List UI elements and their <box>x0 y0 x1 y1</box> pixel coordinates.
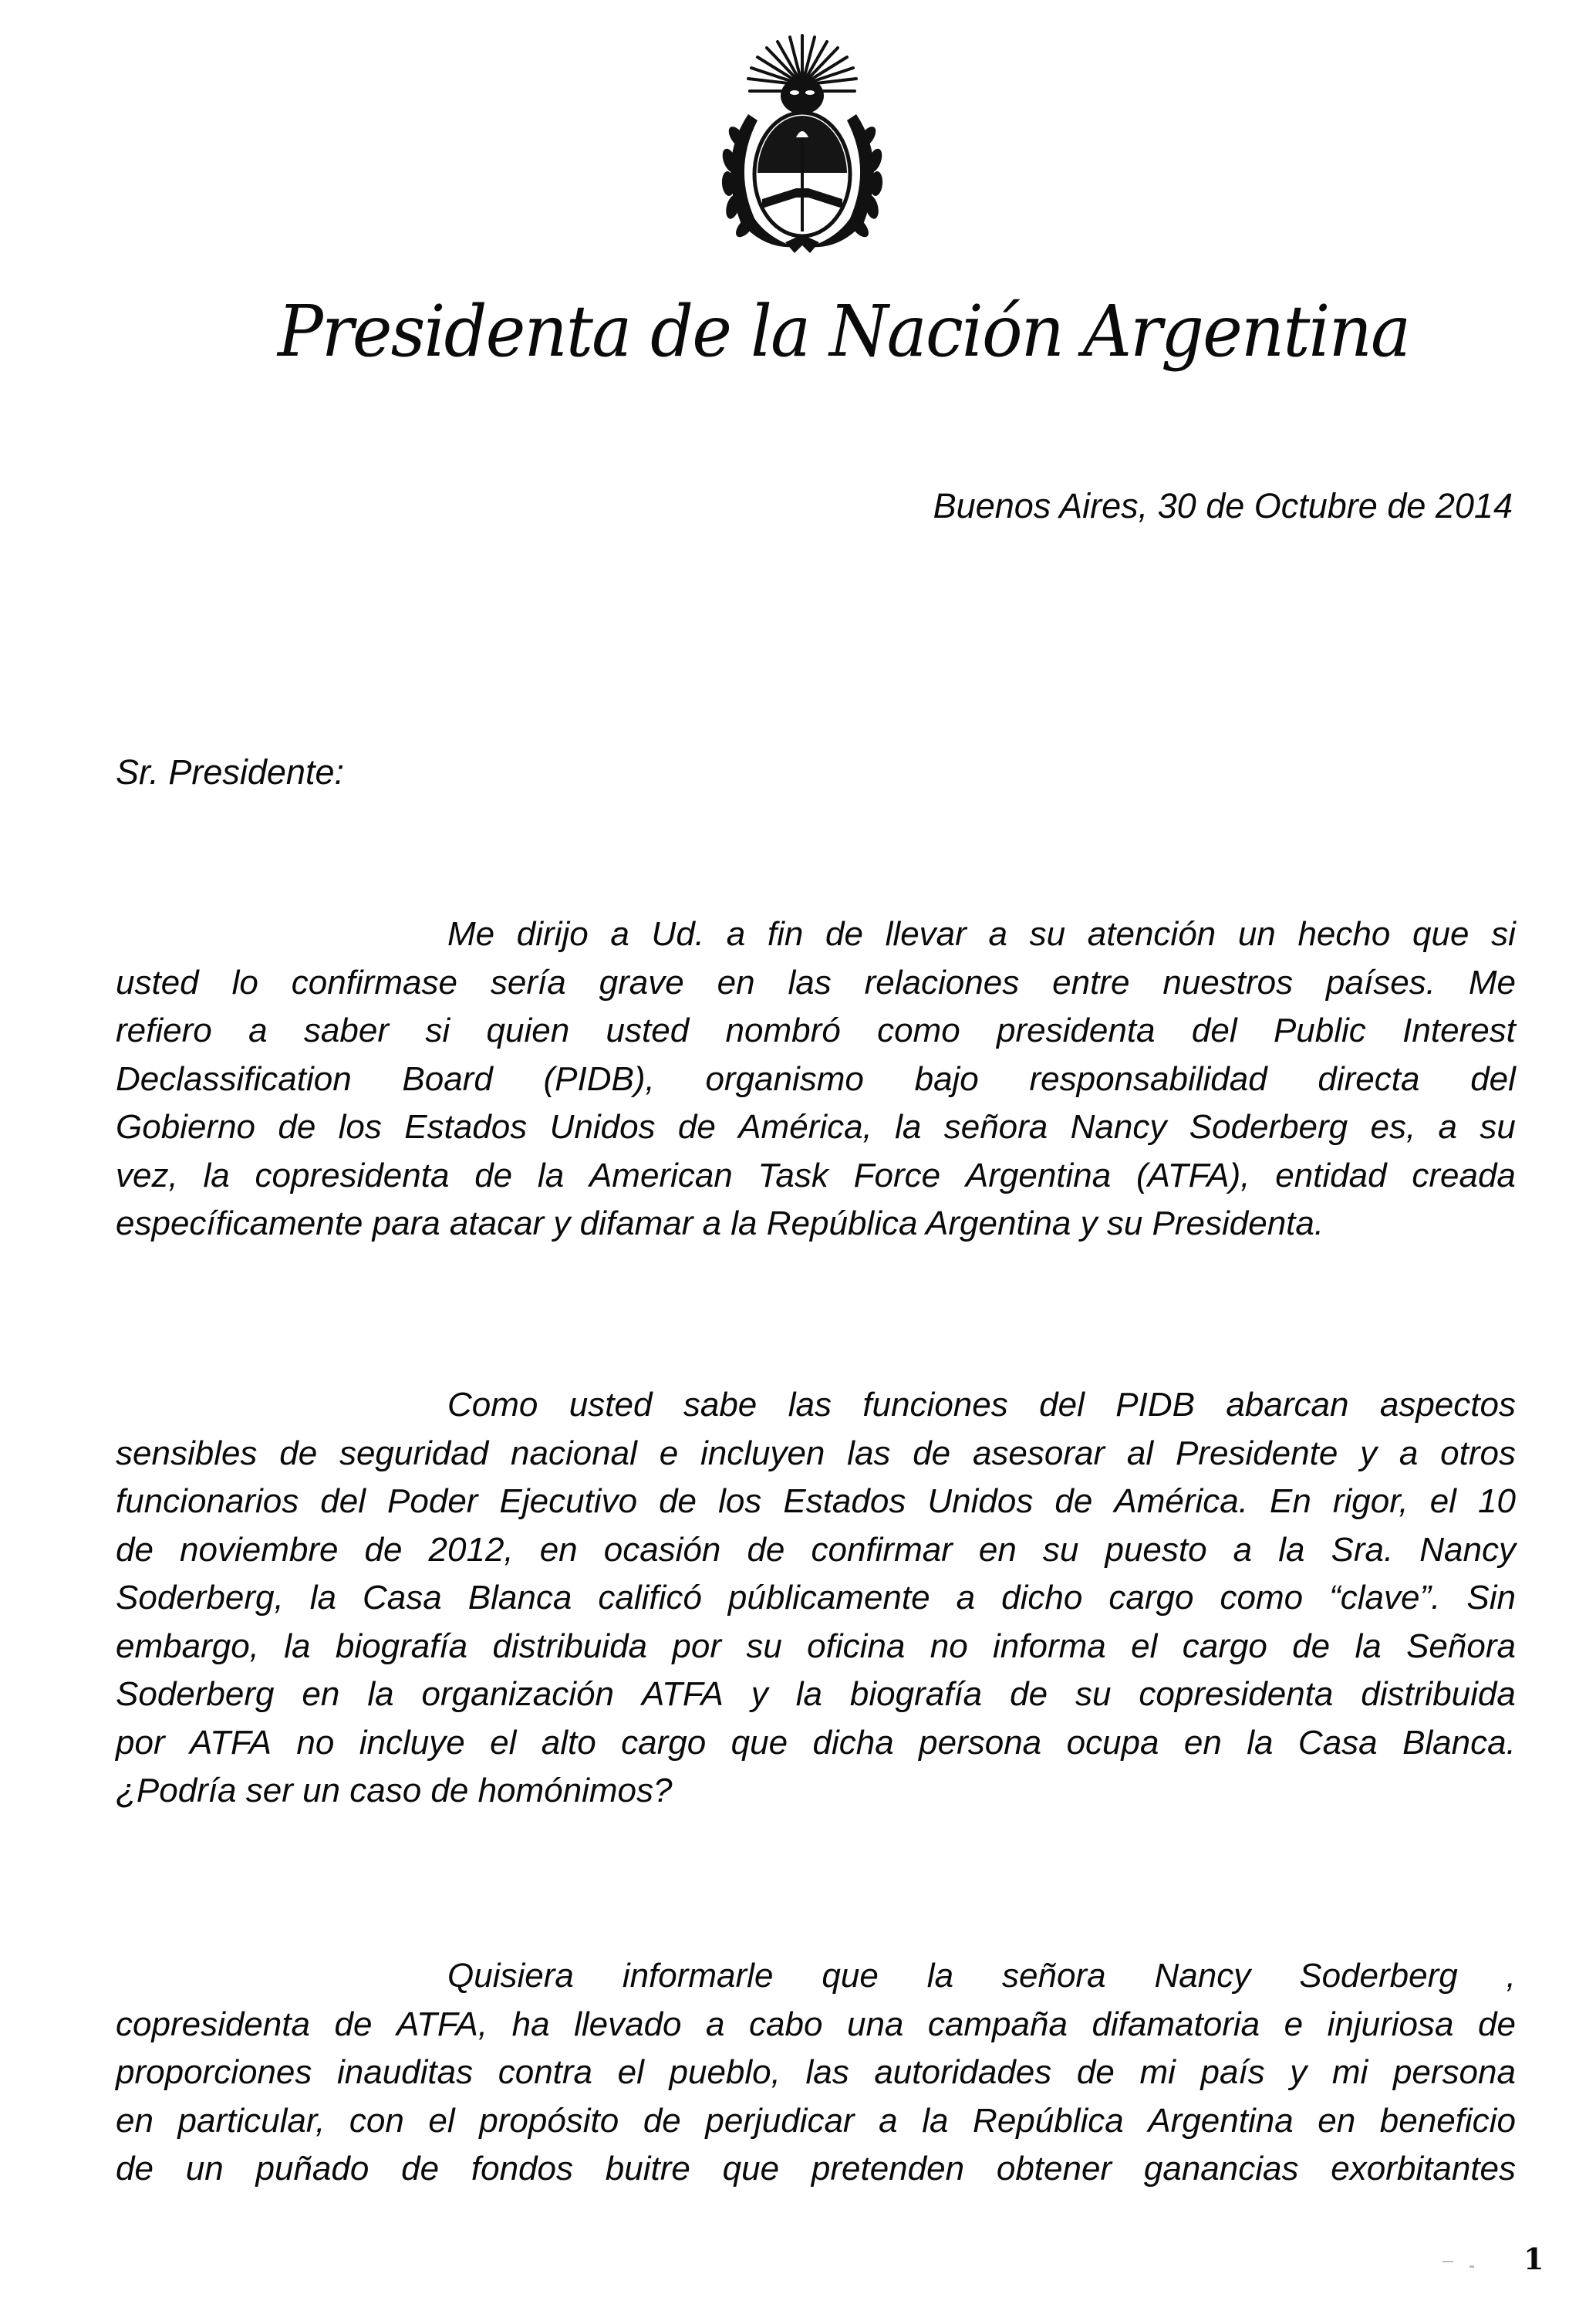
word: en <box>978 1530 1017 1569</box>
line-words <box>116 1526 1516 1575</box>
word: bajo <box>914 1059 979 1098</box>
word: de <box>913 1434 951 1472</box>
word: Board <box>402 1059 493 1098</box>
word: un <box>185 2150 224 2188</box>
word: Blanca <box>467 1579 572 1617</box>
word: Unidos <box>549 1108 656 1146</box>
word: un <box>1237 915 1276 953</box>
word: incluye <box>359 1723 465 1762</box>
word: 10 <box>1477 1482 1516 1520</box>
line-words <box>116 1574 1516 1623</box>
word: Unidos <box>927 1482 1034 1520</box>
word: Argentina <box>965 1156 1112 1194</box>
word: fondos <box>471 2150 573 2188</box>
word: cabo <box>749 2005 823 2043</box>
page-number: 1 <box>1523 2242 1544 2276</box>
word: las <box>788 1386 832 1424</box>
word: de <box>825 915 863 953</box>
paragraph-1 <box>116 910 1516 1248</box>
word: cargo <box>621 1723 707 1762</box>
word: obtener <box>996 2150 1112 2188</box>
word: biografía <box>849 1675 983 1713</box>
word: públicamente <box>727 1579 930 1617</box>
word: pretenden <box>811 2150 965 2188</box>
word: de <box>1076 2053 1115 2091</box>
word: Soderberg <box>1299 1957 1458 1995</box>
word: entre <box>1052 963 1130 1002</box>
word: que <box>731 1723 788 1762</box>
word: Soderberg <box>1189 1108 1348 1146</box>
word: copresidenta <box>1139 1675 1334 1713</box>
word: mi <box>1331 2053 1368 2091</box>
word: su <box>1029 915 1066 953</box>
word: de <box>474 1156 513 1194</box>
salutation: Sr. Presidente: <box>116 752 344 792</box>
paragraph-line <box>116 1952 1516 2001</box>
word: de <box>747 1530 785 1569</box>
line-words <box>116 1056 1516 1104</box>
date-line: Buenos Aires, 30 de Octubre de 2014 <box>933 486 1513 525</box>
word: a <box>706 2005 725 2043</box>
paragraph-line <box>116 1381 1516 1430</box>
word: usted <box>116 963 199 1002</box>
scan-speck <box>1469 2265 1474 2268</box>
word: lo <box>231 963 258 1002</box>
paragraph-line <box>116 1103 1516 1152</box>
word: Nancy <box>1070 1108 1167 1146</box>
word: distribuida <box>492 1627 648 1665</box>
word: el <box>428 2101 455 2140</box>
word: sensibles <box>116 1434 258 1472</box>
word: hecho <box>1297 915 1391 953</box>
word: ocupa <box>1066 1723 1159 1762</box>
word: Blanca. <box>1402 1723 1516 1762</box>
word: por <box>672 1627 721 1665</box>
word: a <box>726 915 746 953</box>
word: (PIDB), <box>543 1059 655 1098</box>
word: la <box>203 1156 230 1194</box>
word: dicha <box>812 1723 894 1762</box>
word: biografía <box>335 1627 468 1665</box>
word: nuestros <box>1162 963 1294 1002</box>
word: la <box>926 1957 954 1995</box>
word: Me <box>1468 963 1516 1002</box>
word: embargo, <box>116 1627 259 1665</box>
coat-of-arms-icon <box>694 29 910 253</box>
word: Quisiera <box>447 1957 574 1995</box>
word: oficina <box>807 1627 906 1665</box>
word: que <box>1412 915 1469 953</box>
line-words <box>116 1719 1516 1768</box>
word: distribuida <box>1361 1675 1516 1713</box>
word: ha <box>511 2005 550 2043</box>
word: difamatoria <box>1092 2005 1260 2043</box>
paragraph-line <box>116 2097 1516 2146</box>
word: perjudicar <box>705 2101 855 2140</box>
word: del <box>1191 1012 1237 1049</box>
paragraph-3 <box>116 1952 1516 2194</box>
word: ocasión <box>603 1530 721 1569</box>
word: Señora <box>1406 1627 1516 1665</box>
word: como <box>1220 1579 1304 1617</box>
word: de <box>116 2150 154 2188</box>
word: y <box>1360 1434 1378 1472</box>
word: Declassification <box>116 1059 352 1098</box>
word: funciones <box>862 1386 1008 1424</box>
word: la <box>367 1675 394 1713</box>
word: abarcan <box>1226 1386 1349 1424</box>
word: el <box>617 2053 644 2091</box>
word: en <box>717 963 755 1002</box>
word: nombró <box>725 1012 841 1049</box>
word: injuriosa <box>1327 2005 1454 2043</box>
word: Estados <box>404 1108 528 1146</box>
word: de <box>334 2005 373 2043</box>
word: señora <box>943 1108 1048 1146</box>
word: alto <box>541 1723 596 1762</box>
word: , <box>1506 1957 1516 1995</box>
word: de <box>677 1108 716 1146</box>
word: confirmar <box>811 1530 953 1569</box>
line-words <box>116 1430 1516 1478</box>
word: los <box>338 1108 382 1146</box>
word: Casa <box>363 1579 442 1617</box>
word: de <box>401 2150 440 2188</box>
word: Soderberg <box>116 1675 275 1713</box>
word: las <box>788 963 832 1002</box>
line-words <box>116 1671 1516 1719</box>
word: otros <box>1440 1434 1516 1472</box>
word: noviembre <box>180 1530 339 1569</box>
line-words <box>116 959 1516 1008</box>
scan-speck <box>1442 2261 1453 2262</box>
word: e <box>659 1434 679 1472</box>
word: en <box>1318 2101 1356 2140</box>
word: sería <box>490 963 566 1002</box>
word: ATFA <box>641 1675 724 1713</box>
word: país <box>1200 2053 1265 2091</box>
word: atención <box>1087 915 1216 953</box>
word: nacional <box>511 1434 637 1472</box>
word: a <box>1233 1530 1253 1569</box>
word: del <box>320 1482 366 1520</box>
line-words <box>447 1952 1516 2001</box>
word: mi <box>1139 2053 1176 2091</box>
word: la <box>1278 1530 1305 1569</box>
word: Presidente <box>1175 1434 1338 1472</box>
word: saber <box>303 1012 389 1049</box>
paragraph-line <box>116 1056 1516 1104</box>
word: aspectos <box>1379 1386 1516 1424</box>
word: la <box>537 1156 565 1194</box>
word: (ATFA), <box>1136 1156 1250 1194</box>
word: Ud. <box>651 915 705 953</box>
line-words <box>116 1152 1516 1201</box>
word: de <box>278 1108 316 1146</box>
sun-face <box>781 77 824 114</box>
word: con <box>349 2101 404 2140</box>
word: Estados <box>783 1482 906 1520</box>
paragraph-line: específicamente para atacar y difamar a la República Argentina y su Presidenta. <box>116 1204 1324 1242</box>
word: de <box>279 1434 318 1472</box>
word: señora <box>1002 1957 1106 1995</box>
word: particular, <box>177 2101 326 2140</box>
word: en <box>539 1530 578 1569</box>
word: su <box>1480 1108 1516 1146</box>
line-words <box>116 1103 1516 1152</box>
paragraph-line <box>116 1623 1516 1671</box>
word: fin <box>767 915 804 953</box>
word: de <box>1478 2005 1516 2043</box>
word: Soderberg, <box>116 1579 284 1617</box>
word: de <box>1292 1627 1331 1665</box>
word: a <box>988 915 1007 953</box>
word: de <box>659 1482 697 1520</box>
paragraph-line <box>116 1152 1516 1201</box>
word: grave <box>599 963 684 1002</box>
word: su <box>746 1627 782 1665</box>
word: 2012, <box>428 1530 514 1569</box>
word: persona <box>1392 2053 1516 2091</box>
word: el <box>1429 1482 1456 1520</box>
word: inauditas <box>336 2053 474 2091</box>
word: cargo <box>1182 1627 1267 1665</box>
word: sabe <box>683 1386 758 1424</box>
word: presidenta <box>997 1012 1156 1049</box>
word: como <box>877 1012 960 1049</box>
word: seguridad <box>339 1434 489 1472</box>
word: vez, <box>116 1156 178 1194</box>
word: el <box>1131 1627 1158 1665</box>
word: copresidenta <box>116 2005 310 2043</box>
word: América, <box>738 1108 872 1146</box>
line-words <box>116 2097 1516 2146</box>
word: Ejecutivo <box>499 1482 638 1520</box>
word: En <box>1269 1482 1311 1520</box>
paragraph-line <box>116 2049 1516 2097</box>
word: Sin <box>1466 1579 1516 1617</box>
word: a <box>610 915 629 953</box>
word: Sra. <box>1331 1530 1394 1569</box>
word: Force <box>853 1156 941 1194</box>
paragraph-line <box>116 1007 1516 1056</box>
word: entidad <box>1275 1156 1387 1194</box>
word: si <box>1491 915 1516 953</box>
word: si <box>425 1012 450 1049</box>
paragraph-line <box>116 1526 1516 1575</box>
word: Public <box>1273 1012 1366 1049</box>
line-words <box>116 1478 1516 1526</box>
word: usted <box>569 1386 653 1424</box>
word: persona <box>919 1723 1042 1762</box>
word: funcionarios <box>116 1482 299 1520</box>
paragraph-line <box>116 1430 1516 1478</box>
word: proporciones <box>116 2053 312 2091</box>
word: quien <box>486 1012 570 1049</box>
word: la <box>795 1675 822 1713</box>
word: de <box>643 2101 681 2140</box>
word: las <box>805 2053 849 2091</box>
word: Como <box>447 1386 538 1424</box>
word: rigor, <box>1332 1482 1409 1520</box>
line-words <box>447 910 1516 959</box>
paragraph-line <box>116 2145 1516 2194</box>
word: Casa <box>1297 1723 1378 1762</box>
word: la <box>309 1579 336 1617</box>
word: de <box>1054 1482 1093 1520</box>
word: “clave”. <box>1329 1579 1441 1617</box>
word: en <box>1183 1723 1222 1762</box>
word: su <box>1075 1675 1112 1713</box>
word: directa <box>1318 1059 1420 1098</box>
word: y <box>1290 2053 1308 2091</box>
word: dicho <box>1001 1579 1083 1617</box>
word: Task <box>758 1156 828 1194</box>
word: Interest <box>1402 1012 1516 1049</box>
word: Argentina <box>1148 2101 1294 2140</box>
word: ganancias <box>1143 2150 1299 2188</box>
word: contra <box>498 2053 593 2091</box>
word: incluyen <box>700 1434 825 1472</box>
word: Nancy <box>1419 1530 1516 1569</box>
paragraph-line <box>116 2001 1516 2049</box>
word: pueblo, <box>669 2053 781 2091</box>
word: en <box>302 1675 340 1713</box>
paragraph-line <box>116 910 1516 959</box>
word: República <box>973 2101 1124 2140</box>
word: buitre <box>605 2150 690 2188</box>
word: que <box>822 1957 879 1995</box>
word: su <box>1042 1530 1079 1569</box>
word: creada <box>1412 1156 1516 1194</box>
word: la <box>922 2101 949 2140</box>
word: los <box>718 1482 762 1520</box>
word: América. <box>1114 1482 1248 1520</box>
paragraph-line <box>116 1671 1516 1719</box>
word: PIDB <box>1115 1386 1195 1424</box>
word: informa <box>993 1627 1106 1665</box>
word: informarle <box>622 1957 774 1995</box>
word: dirijo <box>516 915 589 953</box>
word: refiero <box>116 1012 212 1049</box>
word: de <box>364 1530 403 1569</box>
word: del <box>1039 1386 1085 1424</box>
word: asesorar <box>972 1434 1105 1472</box>
paragraph-line <box>116 959 1516 1008</box>
word: e <box>1284 2005 1304 2043</box>
word: puesto <box>1105 1530 1207 1569</box>
word: propósito <box>479 2101 619 2140</box>
word: la <box>284 1627 311 1665</box>
word: American <box>589 1156 733 1194</box>
word: de <box>1010 1675 1048 1713</box>
word: Gobierno <box>116 1108 256 1146</box>
word: relaciones <box>864 963 1020 1002</box>
word: Me <box>447 915 495 953</box>
word: ATFA, <box>396 2005 488 2043</box>
word: por <box>116 1723 165 1762</box>
word: en <box>116 2101 154 2140</box>
line-words <box>116 2145 1516 2194</box>
word: a <box>1438 1108 1458 1146</box>
word: campaña <box>927 2005 1068 2043</box>
line-words <box>447 1381 1516 1430</box>
word: calificó <box>598 1579 702 1617</box>
word: es, <box>1370 1108 1416 1146</box>
letterhead-title: Presidenta de la Nación Argentina <box>278 290 1410 373</box>
word: organización <box>421 1675 614 1713</box>
word: llevado <box>574 2005 682 2043</box>
paragraph-line <box>116 1478 1516 1526</box>
word: al <box>1126 1434 1154 1472</box>
word: el <box>490 1723 517 1762</box>
word: que <box>722 2150 780 2188</box>
paragraph-line <box>116 1574 1516 1623</box>
line-words <box>116 1623 1516 1671</box>
word: organismo <box>705 1059 864 1098</box>
paragraph-line: ¿Podría ser un caso de homónimos? <box>116 1772 673 1809</box>
line-words <box>116 1007 1516 1056</box>
word: la <box>1355 1627 1382 1665</box>
word: la <box>1247 1723 1274 1762</box>
line-words <box>116 2001 1516 2049</box>
word: autoridades <box>874 2053 1052 2091</box>
word: Poder <box>387 1482 478 1520</box>
word: a <box>956 1579 976 1617</box>
word: una <box>846 2005 904 2043</box>
word: de <box>116 1530 154 1569</box>
word: a <box>879 2101 898 2140</box>
word: a <box>248 1012 268 1049</box>
word: no <box>296 1723 335 1762</box>
word: puñado <box>255 2150 369 2188</box>
word: copresidenta <box>255 1156 450 1194</box>
word: la <box>895 1108 922 1146</box>
word: beneficio <box>1379 2101 1516 2140</box>
word: Nancy <box>1154 1957 1251 1995</box>
word: ATFA <box>190 1723 272 1762</box>
line-words <box>116 2049 1516 2097</box>
word: no <box>930 1627 968 1665</box>
word: las <box>847 1434 891 1472</box>
word: y <box>751 1675 768 1713</box>
word: confirmase <box>291 963 457 1002</box>
word: a <box>1399 1434 1419 1472</box>
word: exorbitantes <box>1331 2150 1516 2188</box>
word: del <box>1470 1059 1516 1098</box>
word: llevar <box>885 915 967 953</box>
paragraph-2 <box>116 1381 1516 1816</box>
word: usted <box>606 1012 690 1049</box>
word: países. <box>1326 963 1436 1002</box>
word: responsabilidad <box>1029 1059 1267 1098</box>
word: cargo <box>1108 1579 1194 1617</box>
paragraph-line <box>116 1719 1516 1768</box>
